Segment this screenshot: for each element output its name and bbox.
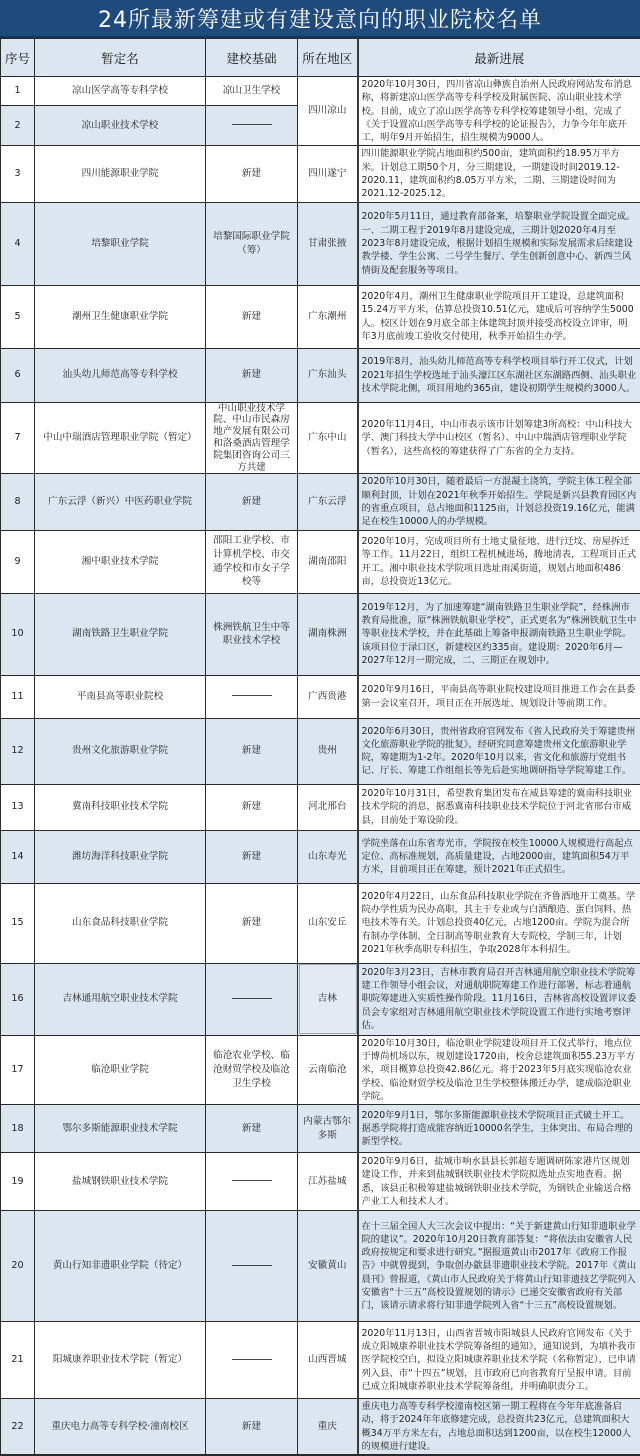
cell-progress: 2019年8月，汕头幼儿师范高等专科学校项目举行开工仪式，计划2021年招生学校选址于汕头濠江区东湖社区东湖路西侧、汕头职业技术学院北侧，项目用地约365亩，建设初期学生规模约3000人。: [358, 348, 640, 402]
cell-no: 12: [1, 718, 35, 784]
table-row: [1, 530, 640, 593]
cell-no: 22: [1, 1399, 35, 1456]
cell-progress: 2020年10月31日，希望教育集团发布在威县筹建的冀南科技职业技术学院的消息，据悉冀南科技职业技术学院位于河北省邢台市威县，目前处于筹设阶段。: [358, 784, 640, 830]
cell-no: 5: [1, 285, 35, 348]
cell-name: 凉山医学高等专科学校: [35, 77, 206, 106]
table-row: [1, 784, 640, 830]
cell-name: 山东食品科技职业学院: [35, 883, 206, 963]
cell-no: 14: [1, 830, 35, 883]
cell-region: 安徽黄山: [298, 1211, 358, 1322]
table-row: [1, 1035, 640, 1104]
cell-basis: 新建: [206, 784, 298, 830]
cell-basis: 邵阳工业学校、市计算机学校、市交通学校和市女子学校等: [206, 530, 298, 593]
cell-no: 9: [1, 530, 35, 593]
cell-basis: 新建: [206, 883, 298, 963]
table-row: [1, 883, 640, 963]
cell-basis: 新建: [206, 285, 298, 348]
cell-no: 4: [1, 202, 35, 285]
table-row: [1, 1322, 640, 1399]
cell-no: 18: [1, 1105, 35, 1153]
cell-no: 16: [1, 963, 35, 1035]
cell-name: 湘中职业技术学院: [35, 530, 206, 593]
cell-basis: [206, 963, 298, 1035]
table-row: [1, 285, 640, 348]
cell-name: 盐城钢铁职业技术学院: [35, 1153, 206, 1211]
cell-no: 13: [1, 784, 35, 830]
cell-progress: 2019年12月，为了加速筹建“湖南铁路卫生职业学院”，经株洲市教育局批准，原“株洲铁航职业学校”，正式更名为“株洲铁航卫生中等职业技术学校，并在此基础上筹备申报湖南铁路卫生职业学院。该项目位于渌口区，新建校区约335亩。建设期：2020年6月—2027年12月一期完成，二、三期正在规划中。: [358, 593, 640, 675]
cell-basis: [206, 1211, 298, 1322]
cell-name: 鄂尔多斯能源职业技术学院: [35, 1105, 206, 1153]
cell-name: 阳城康养职业技术学院（暂定）: [35, 1322, 206, 1399]
cell-no: 17: [1, 1035, 35, 1104]
cell-region: 山东寿光: [298, 830, 358, 883]
cell-no: 1: [1, 77, 35, 106]
cell-basis: 株洲铁航卫生中等职业技术学校: [206, 593, 298, 675]
cell-name: 培黎职业学院: [35, 202, 206, 285]
table-row: [1, 830, 640, 883]
dash-placeholder: [232, 998, 272, 999]
cell-no: 19: [1, 1153, 35, 1211]
cell-name: 潮州卫生健康职业学院: [35, 285, 206, 348]
cell-no: 6: [1, 348, 35, 402]
cell-no: 20: [1, 1211, 35, 1322]
cell-region: 云南临沧: [298, 1035, 358, 1104]
cell-basis: [206, 675, 298, 718]
cell-region: 广东汕头: [298, 348, 358, 402]
header-row: [1, 39, 640, 77]
cell-progress: 2020年4月，潮州卫生健康职业学院项目开工建设，总建筑面积15.24万平方米，估算总投资10.51亿元，建成后可容纳学生5000人。校区计划在9月底全部主体建筑封顶并接受高校设立评审，明年3月底前竣工验收交付使用，秋季开始招生办学。: [358, 285, 640, 348]
cell-no: 8: [1, 474, 35, 530]
cell-progress: 在十三届全国人大三次会议中提出：“关于新建黄山行知非遗职业学院的建议”。2020年10月20日教育部答复：“将依法由安徽省人民政府按规定和要求进行研究。”据报道黄山市2017年《政府工作报告》中就曾提到，争取创办歙县非遗职业技术学院。2017年《黄山晨刊》曾报道，《黄山市人民政府关于将黄山行知非遗技艺学院列入安徽省“十三五”高校设置规划的请示》已递交安徽省政府有关部门，该请示请求将行知非遗学院列入省“十三五”高校设置规划。: [358, 1211, 640, 1322]
cell-progress: 2020年10月30日，临沧职业学院建设项目开工仪式举行，地点位于博尚机场以东，规划建设1720亩，校舍总建筑面积55.23万平方米，项目概算总投资42.86亿元。将于2023年5月底实现临沧农业学校、临沧财贸学校及临沧卫生学校整体搬迁办学，建成临沧职业学院。: [358, 1035, 640, 1104]
cell-basis: 新建: [206, 830, 298, 883]
dash-placeholder: [232, 1180, 272, 1181]
cell-basis: 新建: [206, 348, 298, 402]
page-title: 24所最新筹建或有建设意向的职业院校名单: [0, 0, 640, 38]
cell-progress: 2020年3月23日，吉林市教育局召开吉林通用航空职业技术学院筹建工作领导小组会议，对通航职院筹建工作进行部署，标志着通航职院筹建进入实质性操作阶段。11月16日，吉林省高校设置评议委员会专家组对吉林通用航空职业技术学院设置工作进行实地考察评估。: [358, 963, 640, 1035]
cell-progress: 重庆电力高等专科学校潼南校区第一期工程将在今年年底准备启动，将于2024年年底修建完成，总投资共23亿元，总建筑面积大概34万平方米左右，占地总面积达到1200亩，以在校生12000人的规模进行建设。: [358, 1399, 640, 1456]
cell-no: 21: [1, 1322, 35, 1399]
cell-basis: 新建: [206, 474, 298, 530]
cell-basis: 培黎国际职业学院（筹）: [206, 202, 298, 285]
table-row: [1, 348, 640, 402]
cell-progress: 2020年5月11日，通过教育部备案，培黎职业学院设置全面完成。一、二期工程于2019年8月建设完成，三期计划2020年4月至2023年8月建设完成，根据计划招生规模和实际发展需求后续建设教学楼、学生公寓、二号学生餐厅、学生创新创意中心、新西兰风情街及配套服务等项目。: [358, 202, 640, 285]
cell-name: 重庆电力高等专科学校·潼南校区: [35, 1399, 206, 1456]
table-row: [1, 1211, 640, 1322]
cell-name: 凉山职业技术学校: [35, 105, 206, 146]
cell-basis: [206, 105, 298, 146]
cell-progress: 2020年4月22日，山东食品科技职业学院在齐鲁酒地开工奠基。学院办学性质为民办高职，其主干专业或与白酒酿造、蛋白饲料、热电技术等有关。计划总投资40亿元，占地1200亩。学院为混合所有制办学体制、全日制高等职业教育大专院校，学制三年，计划2021年秋季高职专科招生，争取2028年本科招生。: [358, 883, 640, 963]
header-region: 所在地区: [298, 39, 358, 77]
cell-progress: 2020年10月30日，四川省凉山彝族自治州人民政府网站发布消息称，将新建凉山医学高等专科学校及附属医院、凉山职业技术学校。目前，成立了凉山医学高等专科学校筹建领导小组，完成了《关于设置凉山医学高等专科学校的论证报告》，力争今年年底开工，明年9月开始招生，招生规模为9000人。: [358, 77, 640, 146]
cell-progress: 2020年11月13日，山西省晋城市阳城县人民政府官网发布《关于成立阳城康养职业技术学院筹备组的通知》，通知说到，为填补我市医学院校空白，拟设立阳城康养职业技术学院（名称暂定），已申请列入县、市“十四五”规划，且市政府已向省教育厅呈报申请。目前已成立阳城康养职业技术学院筹备组，并明确职责分工。: [358, 1322, 640, 1399]
header-progress: 最新进展: [358, 39, 640, 77]
cell-progress: 四川能源职业学院占地面积约500亩，建筑面积约18.95万平方米。计划总工期50个月，分三期建设，一期建设时间2019.12-2020.11，建筑面积约8.05万平方米，二期、三期建设时间为2021.12-2025.12。: [358, 146, 640, 202]
cell-basis: [206, 1153, 298, 1211]
cell-name: 中山中瑞酒店管理职业学院（暂定）: [35, 402, 206, 474]
cell-region: 广西贵港: [298, 675, 358, 718]
cell-no: 10: [1, 593, 35, 675]
table-row: [1, 675, 640, 718]
cell-progress: 学院坐落在山东省寿光市，学院按在校生10000人规模进行高起点定位、高标准规划，高质量建设，占地2000亩，建筑面积54万平方米，目前项目正在筹建，预计2021年正式招生。: [358, 830, 640, 883]
cell-region: 四川凉山: [298, 77, 358, 146]
header-name: 暂定名: [35, 39, 206, 77]
cell-name: 黄山行知非遗职业学院（待定）: [35, 1211, 206, 1322]
cell-region-selected[interactable]: 吉林: [298, 963, 358, 1035]
cell-name: 湖南铁路卫生职业学院: [35, 593, 206, 675]
table-row: [1, 77, 640, 106]
cell-no: 15: [1, 883, 35, 963]
header-no: 序号: [1, 39, 35, 77]
cell-region: 山西晋城: [298, 1322, 358, 1399]
cell-progress: 2020年10月，完成项目所有土地丈量征地，进行迁坟、房屋拆迁等工作。11月22日，组织工程机械进场，腾地清表，工程项目正式开工。湘中职业技术学院项目选址雨溪街道，规划占地面积486亩，总投资近13亿元。: [358, 530, 640, 593]
table-row: [1, 474, 640, 530]
schools-table: [0, 38, 640, 1456]
table-row: [1, 718, 640, 784]
cell-region: 贵州: [298, 718, 358, 784]
cell-name: 吉林通用航空职业技术学院: [35, 963, 206, 1035]
cell-basis: 新建: [206, 718, 298, 784]
table-row: [1, 963, 640, 1035]
cell-progress: 2020年6月30日，贵州省政府官网发布《省人民政府关于筹建贵州文化旅游职业学院的批复》，经研究同意筹建贵州文化旅游职业学院，筹建期为1-2年。2020年10月以来，省文化和旅游厅党组书记、厅长、筹建工作组组长等先后赴实地调研指导学院筹建工作。: [358, 718, 640, 784]
cell-progress: 2020年9月16日，平南县高等职业院校建设项目推进工作会在县委第一会议室召开，项目正在开展选址、规划设计等前期工作。: [358, 675, 640, 718]
cell-region: 湖南株洲: [298, 593, 358, 675]
cell-basis: 新建: [206, 1105, 298, 1153]
cell-basis: 新建: [206, 1399, 298, 1456]
cell-region: 广东潮州: [298, 285, 358, 348]
cell-region: 四川遂宁: [298, 146, 358, 202]
cell-no: 2: [1, 105, 35, 146]
cell-basis: 中山职业技术学院、中山市民森房地产发展有限公司和洛桑酒店管理学院集团咨询公司三方共建: [206, 402, 298, 474]
cell-region: 内蒙古鄂尔多斯: [298, 1105, 358, 1153]
table-row: [1, 1399, 640, 1456]
table-row: [1, 1153, 640, 1211]
dash-placeholder: [232, 695, 272, 696]
cell-name: 广东云浮（新兴）中医药职业学院: [35, 474, 206, 530]
cell-basis: 凉山卫生学校: [206, 77, 298, 106]
cell-name: 平南县高等职业院校: [35, 675, 206, 718]
cell-progress: 2020年9月6日，盐城市响水县县长郭超专题调研陈家港片区规划建设工作，并来到盐城钢铁职业技术学院拟选址点实地查看。据悉，该县正积极筹建盐城钢铁职业技术学院，为钢铁企业输送合格产业工人和技术人才。: [358, 1153, 640, 1211]
cell-region: 广东中山: [298, 402, 358, 474]
table-row: [1, 402, 640, 474]
dash-placeholder: [232, 1359, 272, 1360]
cell-region: 甘肃张掖: [298, 202, 358, 285]
table-row: [1, 593, 640, 675]
cell-no: 3: [1, 146, 35, 202]
cell-progress: 2020年10月30日，随着最后一方混凝土浇筑，学院主体工程全部顺利封顶，计划在2021年秋季开始招生。学院是新兴县教育园区内的省重点项目，总占地面积1125亩，计划总投资19.16亿元，能满足在校生10000人的办学规模。: [358, 474, 640, 530]
table-row: [1, 1105, 640, 1153]
cell-name: 四川能源职业学院: [35, 146, 206, 202]
cell-region: 山东安丘: [298, 883, 358, 963]
table-row: [1, 202, 640, 285]
cell-name: 临沧职业学院: [35, 1035, 206, 1104]
cell-progress: 2020年9月1日，鄂尔多斯能源职业技术学院项目正式破土开工。据悉学院将打造成能容纳近10000名学生，主体突出、布局合理的新型学校。: [358, 1105, 640, 1153]
cell-name: 汕头幼儿师范高等专科学校: [35, 348, 206, 402]
header-basis: 建校基础: [206, 39, 298, 77]
cell-no: 11: [1, 675, 35, 718]
cell-region: 广东云浮: [298, 474, 358, 530]
table-row: [1, 146, 640, 202]
cell-basis: [206, 1322, 298, 1399]
cell-name: 冀南科技职业技术学院: [35, 784, 206, 830]
cell-region: 重庆: [298, 1399, 358, 1456]
dash-placeholder: [232, 124, 272, 125]
cell-progress: 2020年11月4日，中山市表示该市计划筹建3所高校：中山科技大学、澳门科技大学中山校区（暂名）、中山中瑞酒店管理职业学院（暂名），这些高校的筹建获得了广东省的全力支持。: [358, 402, 640, 474]
cell-name: 贵州文化旅游职业学院: [35, 718, 206, 784]
cell-region: 江苏盐城: [298, 1153, 358, 1211]
dash-placeholder: [232, 1265, 272, 1266]
cell-no: 7: [1, 402, 35, 474]
cell-basis: 新建: [206, 146, 298, 202]
cell-name: 潍坊海洋科技职业学院: [35, 830, 206, 883]
cell-basis: 临沧农业学校、临沧财贸学校及临沧卫生学校: [206, 1035, 298, 1104]
cell-region: 河北邢台: [298, 784, 358, 830]
cell-region: 湖南邵阳: [298, 530, 358, 593]
